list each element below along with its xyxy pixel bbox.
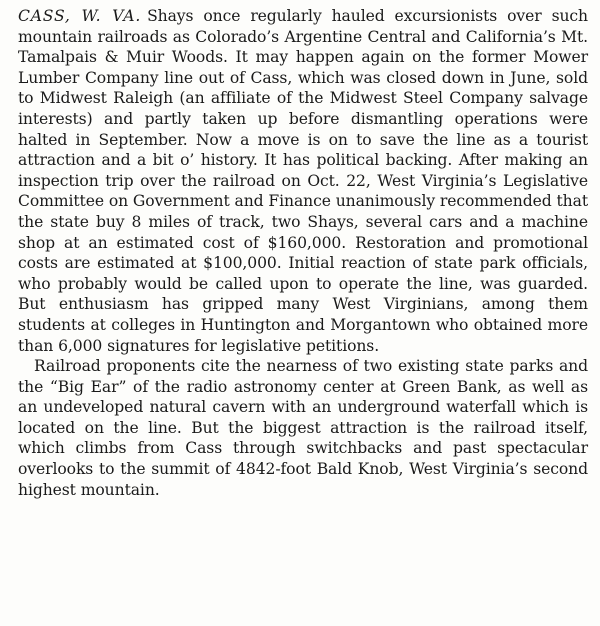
paragraph-2-text: Railroad proponents cite the nearness of two existing state parks and the “Big Ear” of the radio astronomy center at Green Bank, as well as an undeveloped natural cavern with an underground waterfall which is located on the line. But the biggest attraction is the railroad itself, which climbs from Cass through switchbacks and past spectacular overlooks to the summit of 4842-foot Bald Knob, West Virginia’s second highest mountain. (18, 357, 588, 499)
paragraph-1-text: Shays once regularly hauled excursionists over such mountain railroads as Colorado’s Argentine Central and California’s Mt. Tamalpais & Muir Woods. It may happen again on the former Mower Lumber Company line out of Cass, which was closed down in June, sold to Midwest Raleigh (an affiliate of the Midwest Steel Company salvage interests) and partly taken up before dismantling operations were halted in September. Now a move is on to save the line as a tourist attraction and a bit o’ history. It has political backing. After making an inspection trip over the railroad on Oct. 22, West Virginia’s Legislative Committee on Government and Finance unanimously recommended that the state buy 8 miles of track, two Shays, several cars and a machine shop at an estimated cost of $160,000. Restoration and promotional costs are estimated at $100,000. Initial reaction of state park officials, who probably would be called upon to operate the line, was guarded. But enthusiasm has gripped many West Virginians, among them students at colleges in Huntington and Morgantown who obtained more than 6,000 signatures for legislative petitions. (18, 7, 588, 355)
dateline: CASS, W. VA. (18, 7, 142, 25)
article-paragraph-2 (18, 356, 588, 500)
article-paragraph-1 (18, 6, 588, 356)
news-article (18, 6, 588, 500)
